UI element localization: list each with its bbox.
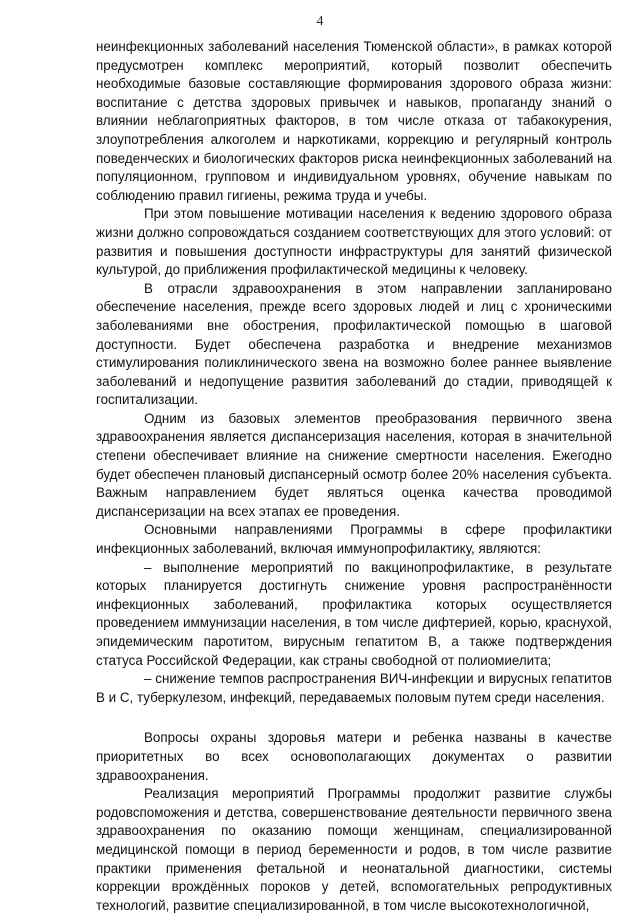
page-number: 4	[316, 14, 324, 29]
paragraph-dispensarization: Одним из базовых элементов преобразования первичного звена здравоохранения является диспансеризация населения, которая в значительной степени обеспечивает влияние на снижение смертности населения. Ежегодно будет обеспечен плановый диспансерный осмотр более 20% населения субъекта. Важным направлением будет являться оценка качества проводимой диспансеризации на всех этапах ее проведения.	[96, 410, 612, 519]
list-item-hiv: – снижение темпов распространения ВИЧ-инфекции и вирусных гепатитов В и С, туберкулезом, инфекций, передаваемых половым путем среди населения.	[96, 671, 612, 705]
paragraph-gap	[96, 707, 612, 729]
paragraph-continuation: неинфекционных заболеваний населения Тюменской области», в рамках которой предусмотрен комплекс мероприятий, который позволит обеспечить необходимые базовые составляющие формирования здорового образа жизни: воспитание с детства здоровых привычек и навыков, пропаганду знаний о влиянии неблагоприятных факторов, в том числе отказа от табакокурения, злоупотребления алкоголем и наркотиками, коррекцию и регулярный контроль поведенческих и биологических факторов риска неинфекционных заболеваний на популяционном, групповом и индивидуальном уровнях, обучение навыкам по соблюдению правил гигиены, режима труда и учебы.	[96, 39, 612, 203]
paragraph-maternal-health: Вопросы охраны здоровья матери и ребенка названы в качестве приоритетных во всех основополагающих документах о развитии здравоохранения.	[96, 730, 612, 783]
paragraph-infection-directions: Основными направлениями Программы в сфере профилактики инфекционных заболеваний, включая иммунопрофилактику, являются:	[96, 522, 612, 557]
paragraph-motivation: При этом повышение мотивации населения к ведению здорового образа жизни должно сопровождаться созданием соответствующих для этого условий: от развития и повышения доступности инфраструктуры для занятий физической культурой, до приближения профилактической медицины к человеку.	[96, 206, 612, 278]
paragraph-healthcare-prevention: В отрасли здравоохранения в этом направлении запланировано обеспечение населения, прежде всего здоровых людей и лиц с хроническими заболеваниями вне обострения, профилактической помощью в шаговой доступности. Будет обеспечена разработка и внедрение механизмов стимулирования поликлинического звена на возможно более раннее выявление заболеваний и недопущение развития заболеваний до стадии, приводящей к госпитализации.	[96, 280, 612, 408]
list-item-vaccination: – выполнение мероприятий по вакцинопрофилактике, в результате которых планируется достигнуть снижение уровня распространённости инфекционных заболеваний, профилактика которых осуществляется проведением иммунизации населения, в том числе дифтерией, корью, краснухой, эпидемическим паротитом, вирусным гепатитом В, а также подтверждения статуса Российской Федерации, как страны свободной от полиомиелита;	[96, 559, 612, 668]
document-body	[96, 38, 612, 915]
paragraph-program-implementation: Реализация мероприятий Программы продолжит развитие службы родовспоможения и детства, совершенствование деятельности первичного звена здравоохранения по оказанию помощи женщинам, специализированной медицинской помощи в период беременности и родов, в том числе развитие практики применения фетальной и неонатальной диагностики, системы коррекции врождённых пороков у детей, вспомогательных репродуктивных технологий, развитие специализированной, в том числе высокотехнологичной,	[96, 786, 612, 913]
